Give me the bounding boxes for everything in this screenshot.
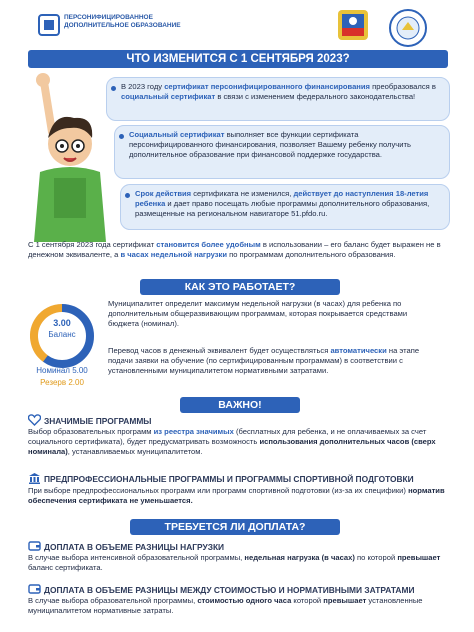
info-bubble-social-certificate: Социальный сертификат выполняет все функции сертификата персонифицированного финансирования, позволяет Вашему ребенку получить дополнительное образование при финансовой поддержке государства. xyxy=(114,125,450,179)
heart-icon xyxy=(28,414,41,426)
conversion-paragraph: Перевод часов в денежный эквивалент будет осуществляться автоматически на этапе подачи заявки на обучение (по сертифицированным программам) в соответствии с установленными муниципалитетом нормативными затратами. xyxy=(108,346,420,376)
significant-programs-title: ЗНАЧИМЫЕ ПРОГРАММЫ xyxy=(44,416,152,426)
section-title-surcharge: ТРЕБУЕТСЯ ЛИ ДОПЛАТА? xyxy=(130,519,340,535)
info-bubble-certificate: В 2023 году сертификат персонифицированного финансирования преобразовался в социальный сертификат в связи с изменением федерального законодательства! xyxy=(106,77,450,121)
cost-difference-title: ДОПЛАТА В ОБЪЕМЕ РАЗНИЦЫ МЕЖДУ СТОИМОСТЬЮ И НОРМАТИВНЫМИ ЗАТРАТАМИ xyxy=(44,585,415,595)
balance-value: 3.00 xyxy=(53,318,71,328)
reserve-value: Резерв 2.00 xyxy=(40,378,84,387)
section-title-important: ВАЖНО! xyxy=(180,397,300,413)
pfdo-logo-icon xyxy=(38,14,60,36)
building-icon xyxy=(28,472,41,484)
intro-paragraph: С 1 сентября 2023 года сертификат становится более удобным в использовании – его баланс будет выражен не в денежном эквиваленте, а в часах недельной нагрузки по программам дополнительного образования. xyxy=(28,240,441,260)
balance-label: Баланс xyxy=(48,330,76,339)
cost-difference-text: В случае выбора образовательной программы, стоимостью одного часа которой превышает установленные муниципалитетом нормативные затраты. xyxy=(28,596,423,616)
municipality-paragraph: Муниципалитет определит максимум недельной нагрузки (в часах) для ребенка по дополнительным общеразвивающим программам, которая покрывается средствами бюджета (номинал). xyxy=(108,299,408,329)
significant-programs-text: Выбор образовательных программ из реестра значимых (бесплатных для ребенка, и не оплачиваемых за счет социального сертификата), будет предусматривать возможность использования дополнительных часов (сверх номинала), устанавливаемых муниципалитетом. xyxy=(28,427,436,457)
wallet-icon xyxy=(28,583,41,594)
wallet-icon xyxy=(28,540,41,551)
load-difference-title: ДОПЛАТА В ОБЪЕМЕ РАЗНИЦЫ НАГРУЗКИ xyxy=(44,542,225,552)
boy-illustration-icon xyxy=(14,72,110,242)
coat-of-arms-icon xyxy=(332,8,374,46)
nominal-value: Номинал 5.00 xyxy=(36,366,88,375)
preprofessional-programs-title: ПРЕДПРОФЕССИОНАЛЬНЫЕ ПРОГРАММЫ И ПРОГРАММЫ СПОРТИВНОЙ ПОДГОТОВКИ xyxy=(44,474,414,484)
preprofessional-programs-text: При выборе предпрофессиональных программ или программ спортивной подготовки (из-за их специфики) норматив обеспечения сертификата не уменьшается. xyxy=(28,486,445,506)
section-title-how-it-works: КАК ЭТО РАБОТАЕТ? xyxy=(140,279,340,295)
section-title-changes: ЧТО ИЗМЕНИТСЯ С 1 СЕНТЯБРЯ 2023? xyxy=(28,50,448,68)
load-difference-text: В случае выбора интенсивной образовательной программы, недельная нагрузка (в часах) по которой превышает баланс сертификата. xyxy=(28,553,441,573)
org-name: ПЕРСОНИФИЦИРОВАННОЕ ДОПОЛНИТЕЛЬНОЕ ОБРАЗОВАНИЕ xyxy=(64,14,181,29)
info-bubble-validity: Срок действия сертификата не изменился, действует до наступления 18-летия ребенка и дает право посещать любые программы дополнительного образования, размещенные на региональном навигаторе 51.pfdo.ru. xyxy=(120,184,450,230)
ministry-seal-icon xyxy=(388,8,428,48)
